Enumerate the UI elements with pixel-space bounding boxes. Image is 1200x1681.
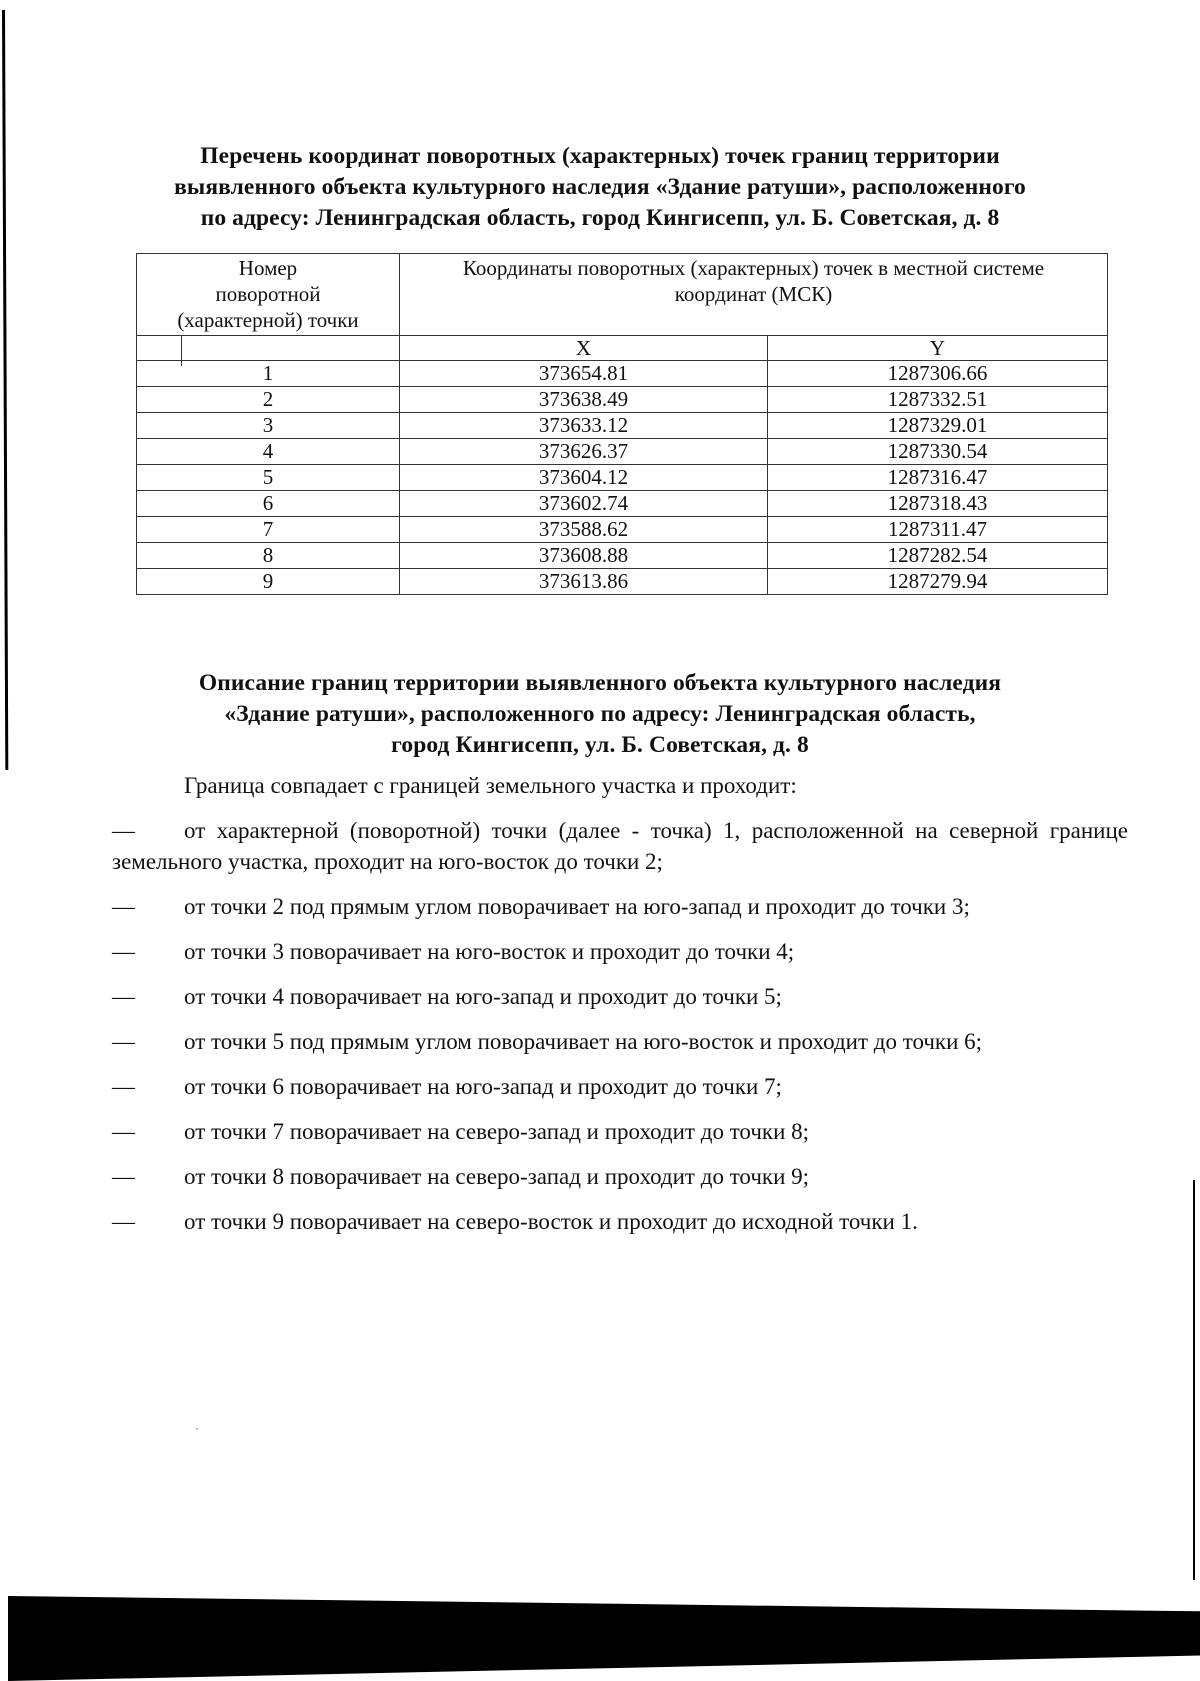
cell-point: 9 <box>137 569 400 595</box>
cell-y: 1287306.66 <box>768 361 1108 387</box>
item-text: от точки 9 поворачивает на северо-восток и проходит до исходной точки 1. <box>184 1209 918 1234</box>
cell-point: 2 <box>137 387 400 413</box>
header-line: (характерной) точки <box>177 308 359 332</box>
boundary-segment-item <box>112 1161 1128 1192</box>
header-line: Координаты поворотных (характерных) точек в местной системе <box>462 256 1045 280</box>
item-text: от точки 2 под прямым углом поворачивает на юго-запад и проходит до точки 3; <box>184 894 970 919</box>
cell-x: 373602.74 <box>400 491 768 517</box>
scan-speck <box>196 1428 198 1430</box>
cell-y: 1287318.43 <box>768 491 1108 517</box>
boundary-description-title <box>120 668 1080 761</box>
cell-x: 373608.88 <box>400 543 768 569</box>
cell-y: 1287329.01 <box>768 413 1108 439</box>
cell-x: 373633.12 <box>400 413 768 439</box>
dash-bullet: — <box>112 1029 135 1054</box>
header-empty-cell <box>137 336 400 361</box>
header-x: X <box>400 336 768 361</box>
dash-bullet: — <box>112 1164 135 1189</box>
boundary-segment-item <box>112 1071 1128 1102</box>
boundary-segment-item <box>112 981 1128 1012</box>
cell-x: 373588.62 <box>400 517 768 543</box>
item-text: от точки 4 поворачивает на юго-запад и проходит до точки 5; <box>184 984 782 1009</box>
cell-point: 5 <box>137 465 400 491</box>
table-row <box>137 361 1108 387</box>
item-text: от точки 8 поворачивает на северо-запад и проходит до точки 9; <box>184 1164 810 1189</box>
cell-x: 373604.12 <box>400 465 768 491</box>
cell-point: 7 <box>137 517 400 543</box>
cell-point: 1 <box>137 361 400 387</box>
title-line: «Здание ратуши», расположенного по адресу: Ленинградская область, <box>224 701 976 727</box>
boundary-segment-item <box>112 815 1128 877</box>
item-text: от точки 7 поворачивает на северо-запад и проходит до точки 8; <box>184 1119 810 1144</box>
boundary-segment-item <box>112 1026 1128 1057</box>
dash-bullet: — <box>112 1074 135 1099</box>
intro-paragraph: Граница совпадает с границей земельного участка и проходит: <box>184 773 797 798</box>
boundary-segment-item <box>112 936 1128 967</box>
cell-y: 1287330.54 <box>768 439 1108 465</box>
cell-point: 4 <box>137 439 400 465</box>
item-text: от точки 3 поворачивает на юго-восток и проходит до точки 4; <box>184 939 795 964</box>
header-line: Номер <box>238 256 298 280</box>
cell-y: 1287332.51 <box>768 387 1108 413</box>
cell-point: 3 <box>137 413 400 439</box>
scan-edge-right <box>1193 1180 1195 1580</box>
title-line: Перечень координат поворотных (характерных) точек границ территории <box>200 143 1000 169</box>
cell-y: 1287311.47 <box>768 517 1108 543</box>
cell-x: 373654.81 <box>400 361 768 387</box>
boundary-segment-item <box>112 891 1128 922</box>
cell-y: 1287316.47 <box>768 465 1108 491</box>
boundary-segment-item <box>112 1206 1128 1237</box>
cell-x: 373638.49 <box>400 387 768 413</box>
table-row <box>137 491 1108 517</box>
title-line: Описание границ территории выявленного объекта культурного наследия <box>198 670 1002 696</box>
table-row <box>137 543 1108 569</box>
header-y: Y <box>768 336 1108 361</box>
title-line: выявленного объекта культурного наследия «Здание ратуши», расположенного <box>174 174 1026 200</box>
header-point-number <box>137 254 400 336</box>
dash-bullet: — <box>112 939 135 964</box>
boundary-segment-item <box>112 1116 1128 1147</box>
header-coordinates <box>400 254 1108 336</box>
cell-point: 6 <box>137 491 400 517</box>
header-line: координат (МСК) <box>674 282 833 306</box>
table-row <box>137 517 1108 543</box>
table-row <box>137 439 1108 465</box>
title-line: по адресу: Ленинградская область, город Кингисепп, ул. Б. Советская, д. 8 <box>200 205 1000 231</box>
scan-bottom-black-bar <box>8 1596 1200 1681</box>
boundary-description <box>112 770 1128 1251</box>
cell-x: 373613.86 <box>400 569 768 595</box>
table-row <box>137 413 1108 439</box>
item-text: от точки 5 под прямым углом поворачивает на юго-восток и проходит до точки 6; <box>184 1029 983 1054</box>
coordinates-table <box>136 253 1108 595</box>
dash-bullet: — <box>112 984 135 1009</box>
table-row <box>137 569 1108 595</box>
coordinates-list-title <box>120 141 1080 234</box>
table-row <box>137 387 1108 413</box>
header-line: поворотной <box>215 282 321 306</box>
item-text: от точки 6 поворачивает на юго-запад и проходит до точки 7; <box>184 1074 782 1099</box>
cell-y: 1287279.94 <box>768 569 1108 595</box>
cell-point: 8 <box>137 543 400 569</box>
dash-bullet: — <box>112 894 135 919</box>
title-line: город Кингисепп, ул. Б. Советская, д. 8 <box>391 732 809 758</box>
dash-bullet: — <box>112 1209 135 1234</box>
cell-x: 373626.37 <box>400 439 768 465</box>
table-row <box>137 465 1108 491</box>
cell-y: 1287282.54 <box>768 543 1108 569</box>
table-header-row <box>137 254 1108 336</box>
scan-edge-left <box>2 10 8 770</box>
dash-bullet: — <box>112 1119 135 1144</box>
table-subheader-row <box>137 336 1108 361</box>
dash-bullet: — <box>112 818 135 843</box>
item-text: от характерной (поворотной) точки (далее - точка) 1, расположенной на северной границе земельного участка, проходит на юго-восток до точки 2; <box>112 818 1128 874</box>
